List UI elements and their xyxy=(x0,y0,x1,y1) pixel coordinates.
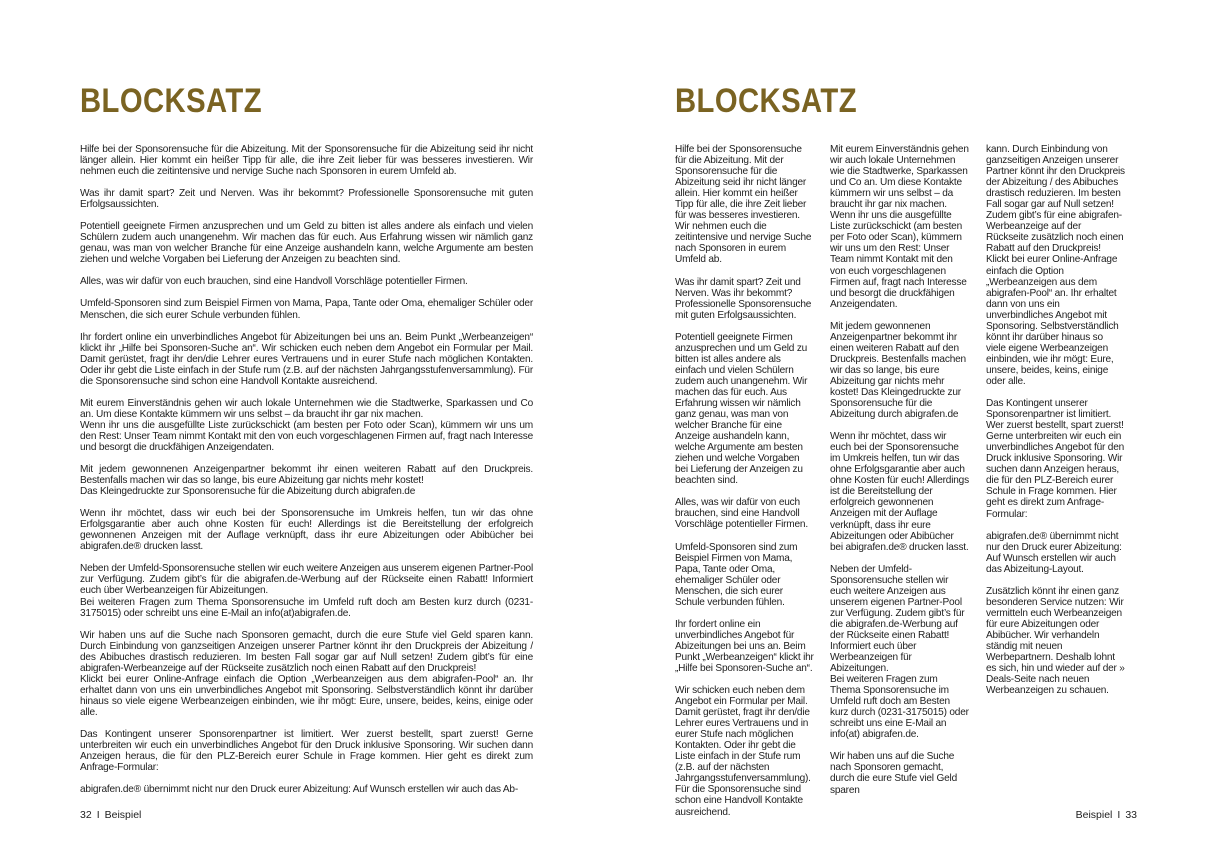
paragraph: Umfeld-Sponsoren sind zum Beispiel Firmen von Mama, Papa, Tante oder Oma, ehemaliger Schüler oder Menschen, die sich eurer Schule verbunden fühlen. xyxy=(80,298,533,321)
body-text-left xyxy=(80,144,533,806)
footer-separator: I xyxy=(1117,809,1121,821)
paragraph: Potentiell geeignete Firmen anzusprechen und um Geld zu bitten ist alles andere als einfach und vielen Schülern zudem auch unangenehm. Wir machen das für euch. Aus Erfahrung wissen wir nämlich ganz genau, was man von welcher Branche für eine Anzeige aushandeln kann, welche Argumente am besten ziehen und welche Vorgaben bei Lieferung der Anzeigen zu beachten sind. xyxy=(675,331,808,487)
paragraph: Mit jedem gewonnenen Anzeigenpartner bekommt ihr einen weiteren Rabatt auf den Druckpreis. Bestenfalls machen wir das so lange, bis eure Abizeitung gar nichts mehr kostet! Das Kleingedruckte zur Sponsorensuche für die Abizeitung durch abigrafen.de xyxy=(80,464,533,498)
page-footer-left xyxy=(80,809,141,821)
footer-label: Beispiel xyxy=(1075,809,1113,821)
text-column-2 xyxy=(830,144,969,807)
paragraph: Was ihr damit spart? Zeit und Nerven. Was ihr bekommt? Professionelle Sponsorensuche mit guten Erfolgsaussichten. xyxy=(80,188,533,211)
paragraph: abigrafen.de® übernimmt nicht nur den Druck eurer Abizeitung: Auf Wunsch erstellen wir auch das Ab- xyxy=(80,784,518,796)
page-footer-right xyxy=(1076,809,1137,821)
paragraph: Wir schicken euch neben dem Angebot ein Formular per Mail. Damit gerüstet, fragt ihr den/die Lehrer eures Vertrauens und in eurer Stufe nach möglichen Kontakten. Oder ihr gebt die Liste einfach in der Stufe rum (z.B. auf der nächsten Jahrgangsstufenversammlung). Für die Sponsorensuche sind schon eine Handvoll Kontakte ausreichend. xyxy=(675,685,811,818)
paragraph: Hilfe bei der Sponsorensuche für die Abizeitung. Mit der Sponsorensuche für die Abizeitung seid ihr nicht länger allein. Hier kommt ein heißer Tipp für alle, die ihre Zeit lieber für was besseres investieren. Wir nehmen euch die zeitintensive und nervige Suche nach Sponsoren in eurem Umfeld ab. xyxy=(80,144,533,178)
paragraph: Neben der Umfeld-Sponsorensuche stellen wir euch weitere Anzeigen aus unserem eigenen Partner-Pool zur Verfügung. Zudem gibt’s für die abigrafen.de-Werbung auf der Rückseite einen Rabatt! Informiert euch über Werbeanzeigen für Abizeitungen. Bei weiteren Fragen zum Thema Sponsorensuche im Umfeld ruft doch am Besten kurz durch (0231-3175015) oder schreibt uns eine E-Mail an info(at)abigrafen.de. xyxy=(80,563,533,619)
paragraph: Zusätzlich könnt ihr einen ganz besonderen Service nutzen: Wir vermitteln euch Werbeanzeigen für eure Abizeitungen oder Abibücher. Wir verhandeln ständig mit neuen Werbepartnern. Deshalb lohnt es sich, hin und wieder auf der » Deals-Seite nach neuen Werbeanzeigen zu schauen. xyxy=(986,585,1125,697)
text-column-1 xyxy=(675,144,814,829)
paragraph: Das Kontingent unserer Sponsorenpartner ist limitiert. Wer zuerst bestellt, spart zuerst! Gerne unterbreiten wir euch ein unverbindliches Angebot für den Druck inklusive Sponsoring. Wir suchen dann Anzeigen heraus, die für den PLZ-Bereich eurer Schule in Frage kommen. Hier geht es direkt zum Anfrage-Formular: xyxy=(986,398,1125,520)
paragraph: Wenn ihr möchtet, dass wir euch bei der Sponsorensuche im Umkreis helfen, tun wir das ohne Erfolgsgarantie aber auch ohne Kosten für euch! Allerdings ist die Bereitstellung der erfolgreich gewonnenen Anzeigen mit der Auflage verknüpft, dass ihr eure Abizeitungen oder Abibücher bei abigrafen.de® drucken lasst. xyxy=(830,431,969,553)
paragraph: Hilfe bei der Sponsorensuche für die Abizeitung. Mit der Sponsorensuche für die Abizeitung seid ihr nicht länger allein. Hier kommt ein heißer Tipp für alle, die ihre Zeit lieber für was besseres investieren. Wir nehmen euch die zeitintensive und nervige Suche nach Sponsoren in eurem Umfeld ab. xyxy=(675,144,812,266)
paragraph: Alles, was wir dafür von euch brauchen, sind eine Handvoll Vorschläge potentieller Firmen. xyxy=(80,276,468,288)
paragraph: Mit eurem Einverständnis gehen wir auch lokale Unternehmen wie die Stadtwerke, Sparkassen und Co an. Um diese Kontakte kümmern wir uns selbst – da braucht ihr gar nix machen. Wenn ihr uns die ausgefüllte Liste zurückschickt (am besten per Foto oder Scan), kümmern wir uns um den Rest: Unser Team nimmt Kontakt mit den von euch vorgeschlagenen Firmen auf, fragt nach Interesse und besorgt die druckfähigen Anzeigendaten. xyxy=(80,397,533,453)
paragraph: Neben der Umfeld-Sponsorensuche stellen wir euch weitere Anzeigen aus unserem eigenen Partner-Pool zur Verfügung. Zudem gibt’s für die abigrafen.de-Werbung auf der Rückseite einen Rabatt! Informiert euch über Werbeanzeigen für Abizeitungen. Bei weiteren Fragen zum Thema Sponsorensuche im Umfeld ruft doch am Besten kurz durch (0231-3175015) oder schreibt uns eine E-Mail an info(at) abigrafen.de. xyxy=(830,563,969,741)
paragraph: abigrafen.de® übernimmt nicht nur den Druck eurer Abizeitung: Auf Wunsch erstellen wir auch das Abizeitung-Layout. xyxy=(986,530,1122,575)
paragraph: Alles, was wir dafür von euch brauchen, sind eine Handvoll Vorschläge potentieller Firmen. xyxy=(675,497,808,531)
paragraph: Was ihr damit spart? Zeit und Nerven. Was ihr bekommt? Professionelle Sponsorensuche mit guten Erfolgsaussichten. xyxy=(675,276,812,321)
paragraph: Wir haben uns auf die Suche nach Sponsoren gemacht, durch die eure Stufe viel Geld sparen kann. Durch Einbindung von ganzseitigen Anzeigen unserer Partner könnt ihr den Druckpreis der Abizeitung / des Abibuches drastisch reduzieren. Im besten Fall sogar gar auf Null setzen! Zudem gibt’s für eine abigrafen-Werbeanzeige auf der Rückseite zusätzlich noch einen Rabatt auf den Druckpreis! Klickt bei eurer Online-Anfrage einfach die Option „Werbeanzeigen aus dem abigrafen-Pool“ an. Ihr erhaltet dann von uns ein unverbindliches Angebot mit Sponsoring. Selbstverständlich könnt ihr darüber hinaus so viele eigene Werbeanzeigen einbinden, wie ihr mögt: Eure, unsere, beides, keins, einige oder alle. xyxy=(80,629,533,718)
text-column-3 xyxy=(986,144,1125,707)
right-page xyxy=(604,0,1208,859)
paragraph: Potentiell geeignete Firmen anzusprechen und um Geld zu bitten ist alles andere als einfach und vielen Schülern zudem auch unangenehm. Wir machen das für euch. Aus Erfahrung wissen wir nämlich ganz genau, was man von welcher Branche für eine Anzeige aushandeln kann, welche Argumente am besten ziehen und welche Vorgaben bei Lieferung der Anzeigen zu beachten sind. xyxy=(80,221,533,266)
paragraph: kann. Durch Einbindung von ganzseitigen Anzeigen unserer Partner könnt ihr den Druckpreis der Abizeitung / des Abibuches drastisch reduzieren. Im besten Fall sogar gar auf Null setzen! Zudem gibt’s für eine abigrafen-Werbeanzeige auf der Rückseite zusätzlich noch einen Rabatt auf den Druckpreis! Klickt bei eurer Online-Anfrage einfach die Option „Werbeanzeigen aus dem abigrafen-Pool“ an. Ihr erhaltet dann von uns ein unverbindliches Angebot mit Sponsoring. Selbstverständlich könnt ihr darüber hinaus so viele eigene Werbeanzeigen einbinden, wie ihr mögt: Eure, unsere, beides, keins, einige oder alle. xyxy=(986,144,1125,387)
column-layout xyxy=(675,144,1129,818)
footer-label: Beispiel xyxy=(104,809,142,821)
page-number: 33 xyxy=(1125,809,1137,821)
paragraph: Ihr fordert online ein unverbindliches Angebot für Abizeitungen bei uns an. Beim Punkt „Werbeanzeigen“ klickt ihr „Hilfe bei Sponsoren-Suche an“. xyxy=(675,618,814,674)
paragraph: Ihr fordert online ein unverbindliches Angebot für Abizeitungen bei uns an. Beim Punkt „Werbeanzeigen“ klickt ihr „Hilfe bei Sponsoren-Suche an“. Wir schicken euch neben dem Angebot ein Formular per Mail. Damit gerüstet, fragt ihr den/die Lehrer eures Vertrauens und in eurer Stufe nach möglichen Kontakten. Oder ihr gebt die Liste einfach in der Stufe rum (z.B. auf der nächsten Jahrgangsstufenversammlung). Für die Sponsorensuche sind schon eine Handvoll Kontakte ausreichend. xyxy=(80,331,533,387)
paragraph: Mit eurem Einverständnis gehen wir auch lokale Unternehmen wie die Stadtwerke, Sparkassen und Co an. Um diese Kontakte kümmern wir uns selbst – da braucht ihr gar nix machen. Wenn ihr uns die ausgefüllte Liste zurückschickt (am besten per Foto oder Scan), kümmern wir uns um den Rest: Unser Team nimmt Kontakt mit den von euch vorgeschlagenen Firmen auf, fragt nach Interesse und besorgt die druckfähigen Anzeigendaten. xyxy=(830,144,969,310)
paragraph: Wir haben uns auf die Suche nach Sponsoren gemacht, durch die eure Stufe viel Geld sparen xyxy=(830,751,957,796)
page-number: 32 xyxy=(80,809,92,821)
paragraph: Wenn ihr möchtet, dass wir euch bei der Sponsorensuche im Umkreis helfen, tun wir das ohne Erfolgsgarantie aber auch ohne Kosten für euch! Allerdings ist die Bereitstellung der erfolgreich gewonnenen Anzeigen mit der Auflage verknüpft, dass ihr eure Abizeitungen oder Abibücher bei abigrafen.de® drucken lasst. xyxy=(80,508,533,553)
paragraph: Mit jedem gewonnenen Anzeigenpartner bekommt ihr einen weiteren Rabatt auf den Druckpreis. Bestenfalls machen wir das so lange, bis eure Abizeitung gar nichts mehr kostet! Das Kleingedruckte zur Sponsorensuche für die Abizeitung durch abigrafen.de xyxy=(830,320,966,421)
footer-separator: I xyxy=(96,809,100,821)
page-title-right: BLOCKSATZ xyxy=(675,82,857,120)
paragraph: Umfeld-Sponsoren sind zum Beispiel Firmen von Mama, Papa, Tante oder Oma, ehemaliger Schüler oder Menschen, die sich eurer Schule verbunden fühlen. xyxy=(675,541,798,608)
page-title-left: BLOCKSATZ xyxy=(80,82,262,120)
paragraph: Das Kontingent unserer Sponsorenpartner ist limitiert. Wer zuerst bestellt, spart zuerst! Gerne unterbreiten wir euch ein unverbindliches Angebot für den Druck inklusive Sponsoring. Wir suchen dann Anzeigen heraus, die für den PLZ-Bereich eurer Schule in Frage kommen. Hier geht es direkt zum Anfrage-Formular: xyxy=(80,728,533,774)
